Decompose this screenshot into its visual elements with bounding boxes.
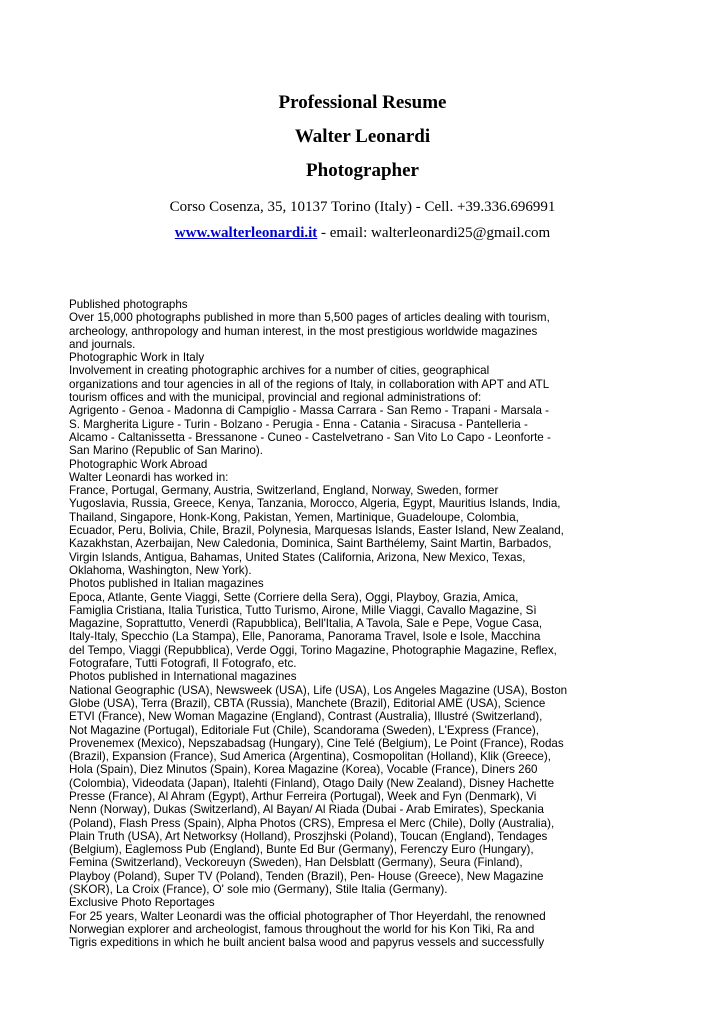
body-line: For 25 years, Walter Leonardi was the official photographer of Thor Heyerdahl, the renowned <box>69 909 546 923</box>
body-line: Provenemex (Mexico), Nepszabadsag (Hungary), Cine Telé (Belgium), Le Point (France), Rodas <box>69 736 564 750</box>
body-line: Magazine, Soprattutto, Venerdì (Rapubblica), Bell'Italia, A Tavola, Sale e Pepe, Vogue Casa, <box>69 617 543 631</box>
body-line: Plain Truth (USA), Art Networksy (Holland), Proszjhski (Poland), Toucan (England), Tendages <box>69 829 548 843</box>
page-title: Professional Resume <box>278 92 447 113</box>
body-line: Yugoslavia, Russia, Greece, Kenya, Tanzania, Morocco, Algeria, Egypt, Mauritius Islands, India, <box>69 497 561 511</box>
body-line: del Tempo, Viaggi (Repubblica), Verde Oggi, Torino Magazine, Photographie Magazine, Reflex, <box>69 643 557 657</box>
body-line: (Belgium), Eaglemoss Pub (England), Bunte Ed Bur (Germany), Ferenczy Euro (Hungary), <box>69 843 534 857</box>
body-line: Photos published in International magazines <box>69 670 297 684</box>
body-line: and journals. <box>69 337 136 351</box>
body-line: (Colombia), Videodata (Japan), Italehti (Finland), Otago Daily (New Zealand), Disney Hachette <box>69 776 555 790</box>
website-link[interactable]: www.walterleonardi.it <box>174 225 318 241</box>
body-line: Photographic Work Abroad <box>69 457 208 471</box>
body-line: Exclusive Photo Reportages <box>69 896 215 910</box>
body-line: Italy-Italy, Specchio (La Stampa), Elle, Panorama, Panorama Travel, Isole e Isole, Macchina <box>69 630 541 644</box>
body-line: Published photographs <box>69 298 188 311</box>
body-line: (Brazil), Expansion (France), Sud America (Argentina), Cosmopolitan (Holland), Klik (Greece), <box>69 750 551 764</box>
body-line: Thailand, Singapore, Honk-Kong, Pakistan, Yemen, Martinique, Guadeloupe, Colombia, <box>69 510 519 524</box>
body-line: Famiglia Cristiana, Italia Turistica, Tutto Turismo, Airone, Mille Viaggi, Cavallo Magazine, Sì <box>69 603 537 617</box>
body-line: Femina (Switzerland), Veckoreuyn (Sweden), Han Delsblatt (Germany), Seura (Finland), <box>69 856 523 870</box>
address-line: Corso Cosenza, 35, 10137 Torino (Italy) - Cell. +39.336.696991 <box>169 199 556 215</box>
body-line: Photographic Work in Italy <box>69 351 205 365</box>
body-line: France, Portugal, Germany, Austria, Switzerland, England, Norway, Sweden, former <box>69 484 499 498</box>
body-line: Fotografare, Tutti Fotografi, Il Fotografo, etc. <box>69 657 297 671</box>
body-line: archeology, anthropology and human interest, in the most prestigious worldwide magazines <box>69 324 538 338</box>
web-email-line <box>0 220 725 246</box>
body-line: Nenn (Norway), Dukas (Switzerland), Al Bayan/ Al Riada (Dubai - Arab Emirates), Speckania <box>69 803 544 817</box>
body-line: organizations and tour agencies in all of the regions of Italy, in collaboration with APT and ATL <box>69 377 550 391</box>
body-line: Over 15,000 photographs published in more than 5,500 pages of articles dealing with tourism, <box>69 311 550 325</box>
body-line: Epoca, Atlante, Gente Viaggi, Sette (Corriere della Sera), Oggi, Playboy, Grazia, Amica, <box>69 590 519 604</box>
email-text: - email: walterleonardi25@gmail.com <box>317 225 551 241</box>
body-line: Hola (Spain), Diez Minutos (Spain), Korea Magazine (Korea), Vocable (France), Diners 260 <box>69 763 538 777</box>
body-line: Playboy (Poland), Super TV (Poland), Tenden (Brazil), Pen- House (Greece), New Magazine <box>69 869 544 883</box>
body-line: Oklahoma, Washington, New York). <box>69 563 252 577</box>
body-line: (SKOR), La Croix (France), O' sole mio (Germany), Stile Italia (Germany). <box>69 883 448 897</box>
body-line: (Poland), Flash Press (Spain), Alpha Photos (CRS), Empresa el Merc (Chile), Dolly (Australia), <box>69 816 555 830</box>
body-line: Norwegian explorer and archeologist, famous throughout the world for his Kon Tiki, Ra and <box>69 922 535 936</box>
body-line: Kazakhstan, Azerbaijan, New Caledonia, Dominica, Saint Barthélemy, Saint Martin, Barbados, <box>69 537 552 551</box>
body-line: San Marino (Republic of San Marino). <box>69 444 263 458</box>
body-line: National Geographic (USA), Newsweek (USA), Life (USA), Los Angeles Magazine (USA), Boston <box>69 683 568 697</box>
body-line: Involvement in creating photographic archives for a number of cities, geographical <box>69 364 490 378</box>
body-line: Not Magazine (Portugal), Editoriale Fut (Chile), Scandorama (Sweden), L'Express (France), <box>69 723 540 737</box>
resume-body <box>69 298 574 950</box>
person-name: Walter Leonardi <box>294 126 431 147</box>
body-line: Presse (France), Al Ahram (Egypt), Arthur Ferreira (Portugal), Week and Fyn (Denmark), Vi <box>69 789 537 803</box>
body-line: Ecuador, Peru, Bolivia, Chile, Brazil, Polynesia, Marquesas Islands, Easter Island, New Zealand, <box>69 524 564 538</box>
body-line: Photos published in Italian magazines <box>69 577 264 591</box>
body-line: S. Margherita Ligure - Turin - Bolzano - Perugia - Enna - Catania - Siracusa - Pantelleria - <box>69 417 528 431</box>
body-line: Virgin Islands, Antigua, Bahamas, United States (California, Arizona, New Mexico, Texas, <box>69 550 526 564</box>
profession: Photographer <box>306 160 419 181</box>
body-line: Globe (USA), Terra (Brazil), CBTA (Russia), Manchete (Brazil), Editorial AME (USA), Science <box>69 696 546 710</box>
body-line: Agrigento - Genoa - Madonna di Campiglio - Massa Carrara - San Remo - Trapani - Marsala - <box>69 404 550 418</box>
body-line: Alcamo - Caltanissetta - Bressanone - Cuneo - Castelvetrano - San Vito Lo Capo - Leonforte - <box>69 430 551 444</box>
body-line: ETVI (France), New Woman Magazine (England), Contrast (Australia), Illustré (Switzerland), <box>69 710 543 724</box>
body-line: Tigris expeditions in which he built ancient balsa wood and papyrus vessels and successfully <box>69 936 545 950</box>
resume-header <box>0 86 725 246</box>
body-line: tourism offices and with the municipal, provincial and regional administrations of: <box>69 391 482 405</box>
body-line: Walter Leonardi has worked in: <box>69 470 229 484</box>
